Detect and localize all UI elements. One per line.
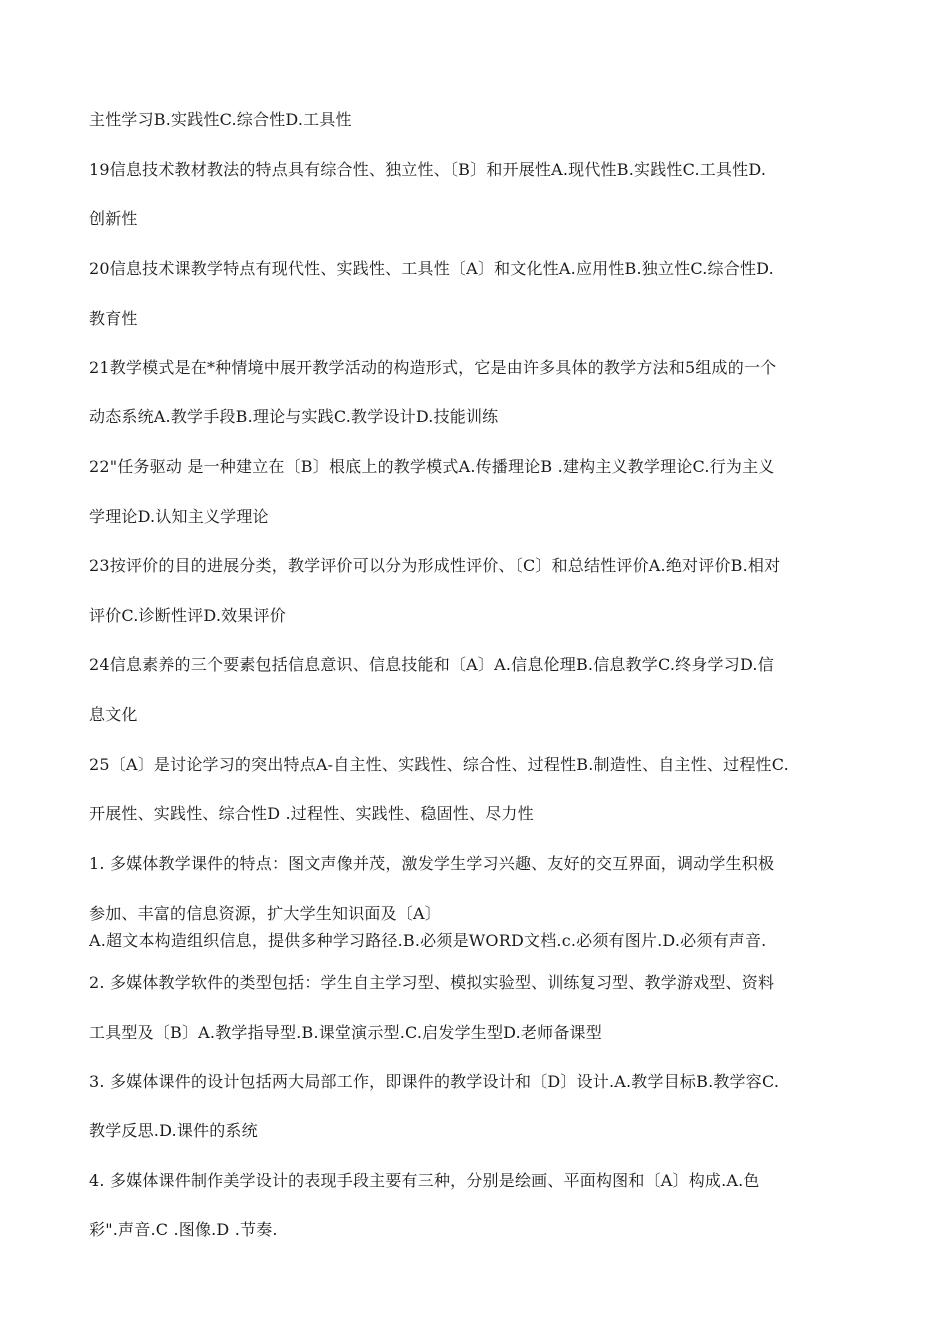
text-line: 3. 多媒体课件的设计包括两大局部工作，即课件的教学设计和〔D〕设计.A.教学目标B.教学容C.	[89, 1072, 780, 1091]
text-line: 4. 多媒体课件制作美学设计的表现手段主要有三种，分别是绘画、平面构图和〔A〕构成.A.色	[89, 1171, 760, 1190]
text-line: 20信息技术课教学特点有现代性、实践性、工具性〔A〕和文化性A.应用性B.独立性C.综合性D.	[89, 259, 774, 278]
text-line: 主性学习B.实践性C.综合性D.工具性	[89, 110, 352, 129]
text-line: 23按评价的目的进展分类，教学评价可以分为形成性评价、〔C〕和总结性评价A.绝对评价B.相对	[89, 556, 781, 575]
text-line: 开展性、实践性、综合性D .过程性、实践性、稳固性、尽力性	[89, 804, 534, 823]
text-line: 工具型及〔B〕A.教学指导型.B.课堂演示型.C.启发学生型D.老师备课型	[89, 1023, 602, 1042]
text-line: 动态系统A.教学手段B.理论与实践C.教学设计D.技能训练	[89, 407, 499, 426]
text-line: 21教学模式是在*种情境中展开教学活动的构造形式，它是由许多具体的教学方法和5组成的一个	[89, 358, 777, 377]
text-line: 参加、丰富的信息资源，扩大学生知识面及〔A〕	[89, 904, 441, 923]
text-line: 24信息素养的三个要素包括信息意识、信息技能和〔A〕A.信息伦理B.信息教学C.终身学习D.信	[89, 655, 774, 674]
text-line: 1. 多媒体教学课件的特点：图文声像并茂，激发学生学习兴趣、友好的交互界面，调动学生积极	[89, 854, 775, 873]
text-line: 创新性	[89, 209, 138, 228]
text-line: 19信息技术教材教法的特点具有综合性、独立性、〔B〕和开展性A.现代性B.实践性C.工具性D.	[89, 160, 767, 179]
text-line: 25〔A〕是讨论学习的突出特点A-自主性、实践性、综合性、过程性B.制造性、自主性、过程性C.	[89, 755, 789, 774]
text-line: 教育性	[89, 309, 138, 328]
text-line: 评价C.诊断性评D.效果评价	[89, 606, 286, 625]
text-line: 2. 多媒体教学软件的类型包括：学生自主学习型、模拟实验型、训练复习型、教学游戏型、资料	[89, 973, 775, 992]
text-line: 22"任务驱动 是一种建立在〔B〕根底上的教学模式A.传播理论B .建构主义教学理论C.行为主义	[89, 457, 775, 476]
text-line: 彩".声音.C .图像.D .节奏.	[89, 1220, 278, 1239]
text-line: A.超文本构造组织信息，提供多种学习路径.B.必须是WORD文档.c.必须有图片.D.必须有声音.	[89, 931, 767, 950]
text-line: 教学反思.D.课件的系统	[89, 1121, 258, 1140]
text-line: 息文化	[89, 705, 138, 724]
text-line: 学理论D.认知主义学理论	[89, 507, 269, 526]
